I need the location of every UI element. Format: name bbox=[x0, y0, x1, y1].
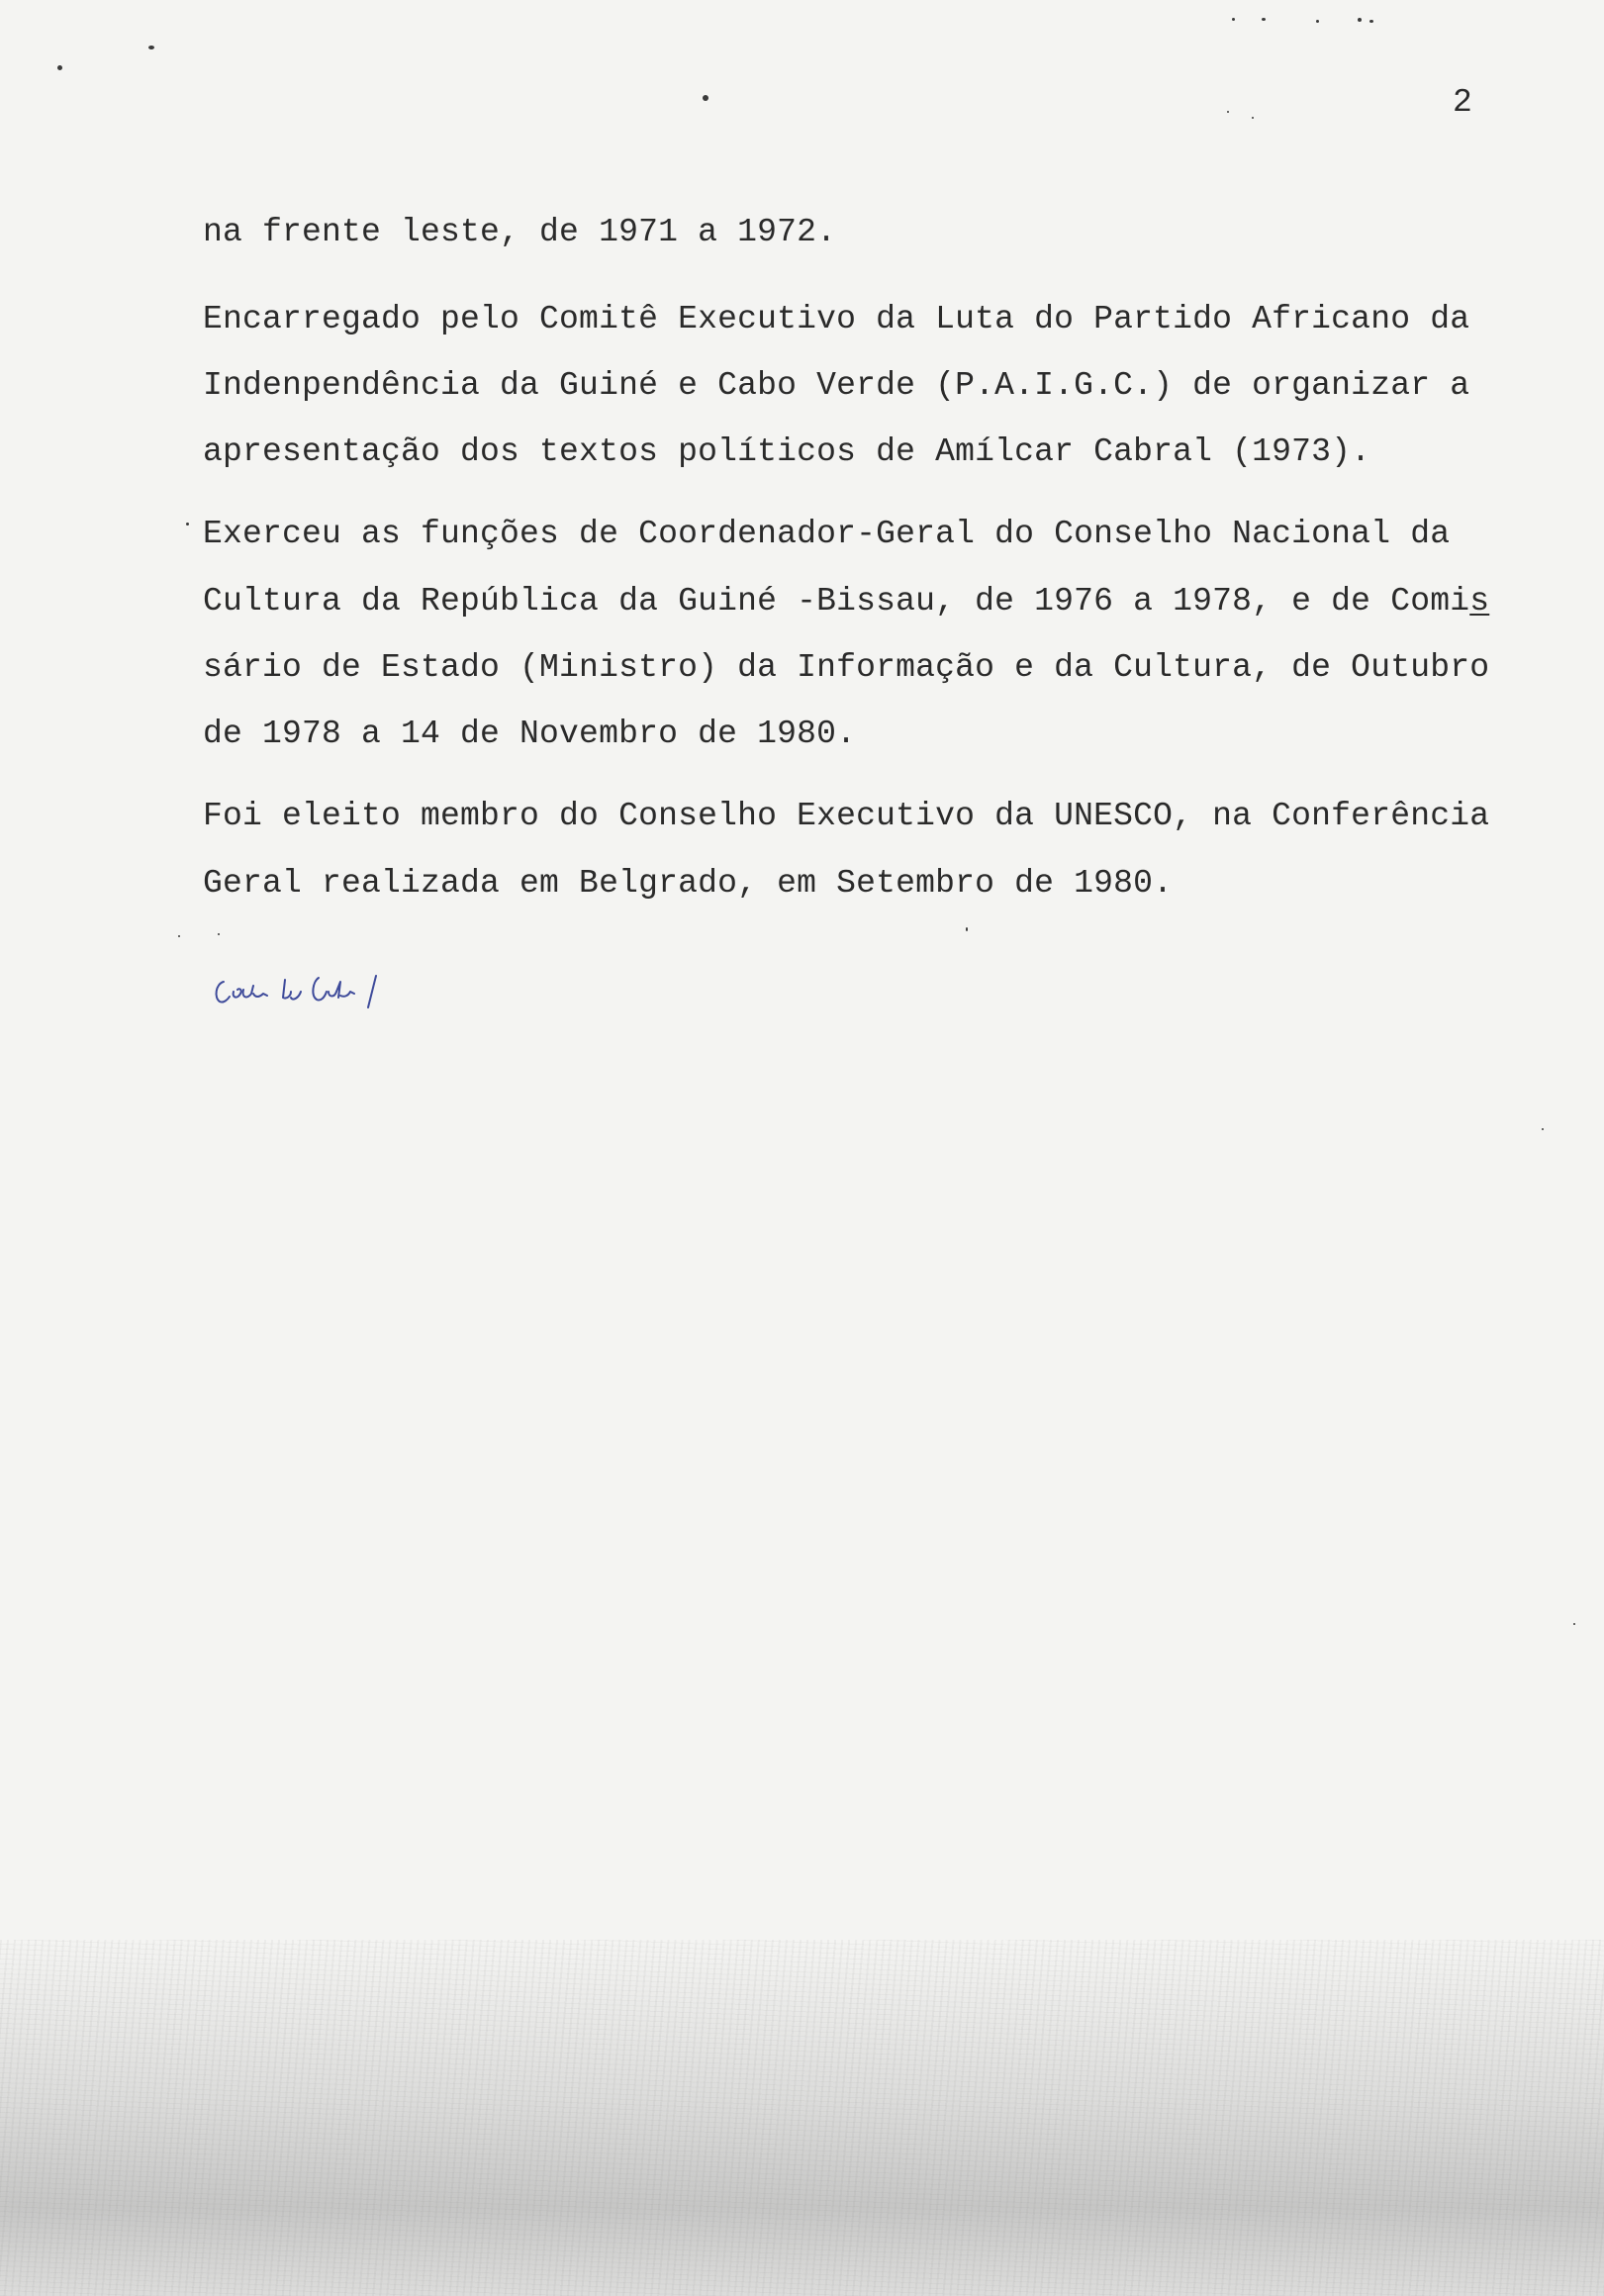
text-line: Exerceu as funções de Coordenador-Geral do Conselho Nacional da bbox=[203, 516, 1451, 552]
text-line bbox=[203, 582, 1489, 622]
text-line: de 1978 a 14 de Novembro de 1980. bbox=[203, 716, 857, 752]
text-line: Indenpendência da Guiné e Cabo Verde (P.A.I.G.C.) de organizar a bbox=[203, 367, 1470, 404]
text-line: Encarregado pelo Comitê Executivo da Luta do Partido Africano da bbox=[203, 301, 1470, 337]
text-line: apresentação dos textos políticos de Amílcar Cabral (1973). bbox=[203, 433, 1371, 470]
text-line: Foi eleito membro do Conselho Executivo da UNESCO, na Conferência bbox=[203, 798, 1490, 834]
page-number: 2 bbox=[1453, 84, 1472, 121]
scan-shading bbox=[0, 1940, 1604, 2296]
handwritten-note bbox=[210, 968, 398, 1017]
text-line-main: Cultura da República da Guiné -Bissau, de 1976 a 1978, e de Comi bbox=[203, 583, 1470, 620]
text-line: na frente leste, de 1971 a 1972. bbox=[203, 214, 837, 250]
text-line: sário de Estado (Ministro) da Informação e da Cultura, de Outubro bbox=[203, 649, 1490, 686]
text-line: Geral realizada em Belgrado, em Setembro de 1980. bbox=[203, 865, 1174, 902]
hyphenation-underline: s bbox=[1469, 583, 1490, 620]
